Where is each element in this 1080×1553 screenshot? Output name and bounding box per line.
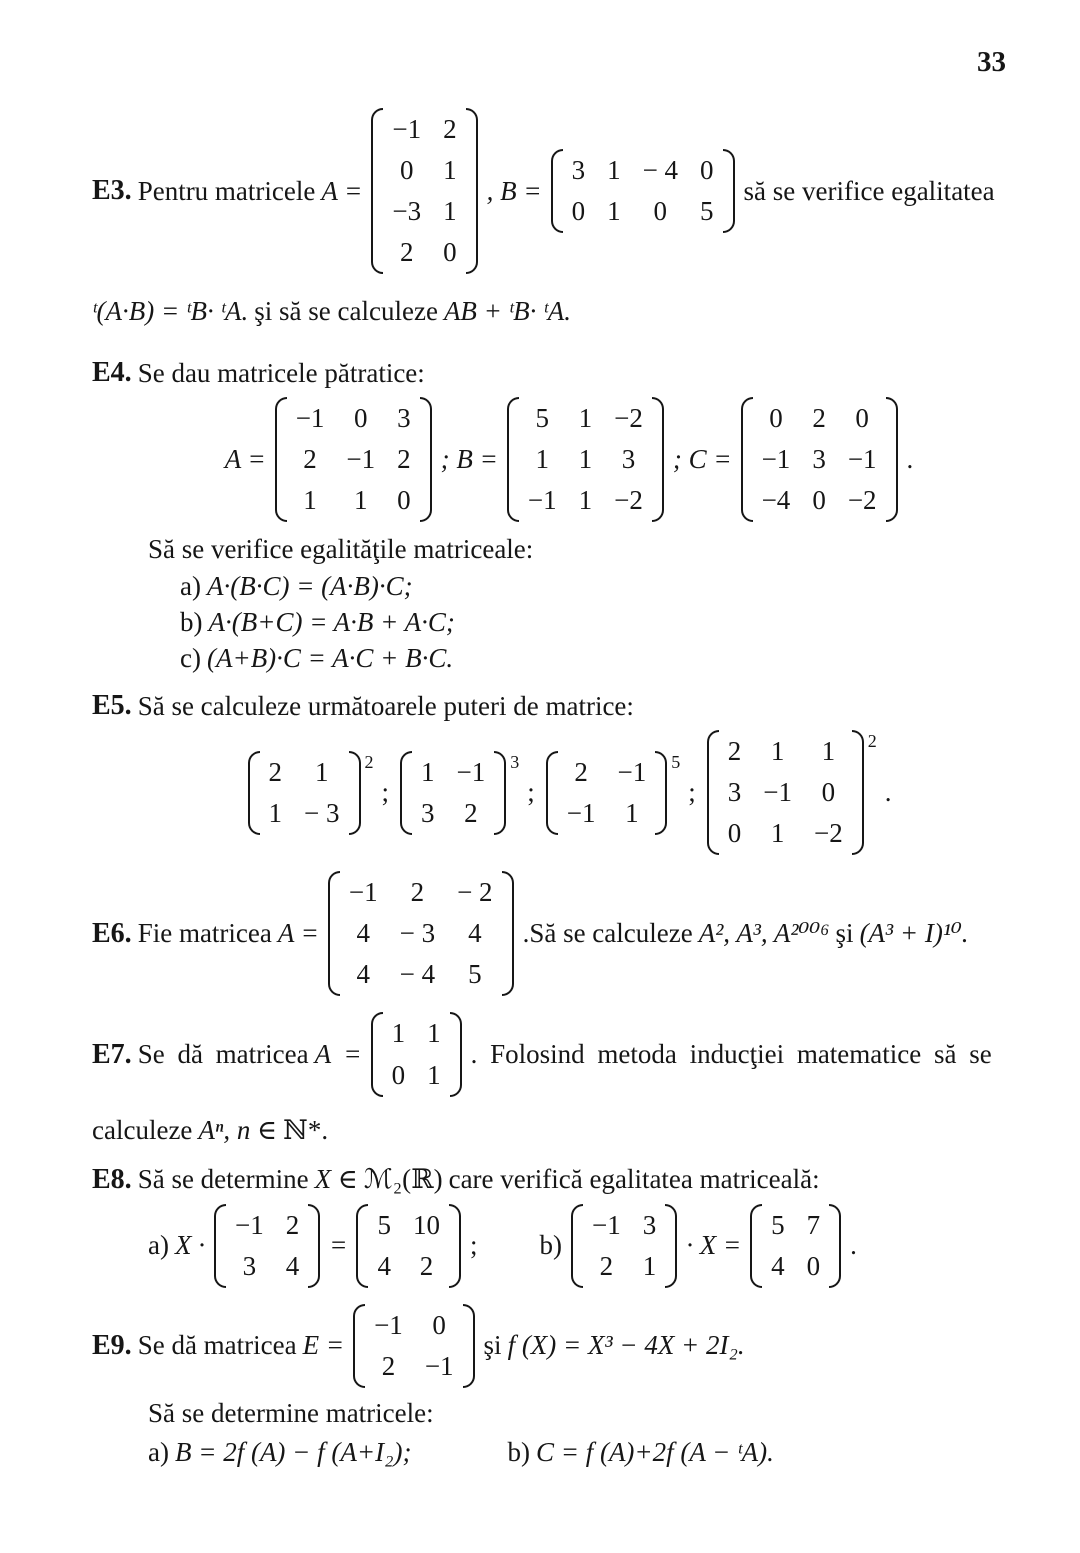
exercise-e4-header — [92, 357, 1046, 389]
e3-matrix-b-lead: , B = — [486, 175, 542, 206]
e5-matrices-row — [92, 728, 1046, 857]
e8-item-a-end: ; — [469, 1230, 478, 1261]
e9-function-math: f (X) = X³ − 4X + 2I₂. — [507, 1330, 745, 1361]
e4-item-b-label: b) — [180, 606, 203, 637]
e5-matrix-1-exponent: 2 — [364, 751, 374, 772]
e4-matrix-a-lead: A = — [224, 444, 266, 475]
e9-matrix-lead: E = — [302, 1330, 345, 1361]
e9-item-a-label: a) — [148, 1436, 169, 1467]
e9-matrix-e: −1 0 2 −1 — [353, 1302, 474, 1390]
e5-power-matrix-1 — [245, 749, 374, 837]
e3-intro-text: Pentru matricele — [137, 175, 316, 206]
exercise-e6-row — [92, 869, 1046, 998]
e4-matrix-c-lead: ; C = — [672, 444, 732, 475]
e4-subtitle — [148, 534, 1046, 565]
e4-item-a-math: A·(B·C) = (A·B)·C; — [206, 571, 413, 602]
exercise-e3-row — [92, 106, 1046, 276]
e5-power-matrix-3 — [543, 749, 680, 837]
e8-item-b — [539, 1202, 856, 1290]
e9-item-a-math: B = 2f (A) − f (A+I₂); — [174, 1436, 412, 1467]
e5-matrix-4-exponent: 2 — [867, 731, 877, 752]
e7-compute-line — [92, 1115, 1046, 1146]
e9-item-b-math: C = f (A)+2f (A − ᵗA). — [535, 1436, 774, 1467]
e9-and-text: şi — [483, 1330, 502, 1361]
e4-label: E4. — [92, 357, 132, 389]
e5-title: Să se calculeze următoarele puteri de matrice: — [137, 690, 634, 721]
e6-powers-math: A², A³, A²⁰⁰⁶ — [698, 918, 830, 949]
e8-label: E8. — [92, 1163, 132, 1195]
exercise-e7-row — [92, 1010, 1046, 1098]
e4-item-a — [180, 569, 1046, 605]
e3-equality-line — [92, 296, 1046, 327]
e8-item-b-end: . — [850, 1230, 857, 1261]
e4-matrix-b-lead: ; B = — [440, 444, 498, 475]
e8-item-a-pre: X · — [174, 1230, 205, 1261]
e4-item-b-math: A·(B+C) = A·B + A·C; — [208, 606, 455, 637]
e4-item-b — [180, 605, 1046, 641]
e5-matrix-2: 1 −1 3 2 — [400, 749, 506, 837]
e5-matrix-1: 2 1 1 − 3 — [248, 749, 361, 837]
exercise-e8-header — [92, 1164, 1046, 1196]
e7-compute-text: calculeze — [92, 1114, 193, 1145]
e3-matrix-a: −1 2 0 1 −3 1 2 0 — [371, 106, 477, 276]
e7-intro-text: Se dă matricea — [137, 1039, 309, 1070]
e8-items-row — [148, 1202, 1046, 1290]
e6-binomial-math: (A³ + I)¹⁰. — [859, 918, 969, 949]
e9-item-b-label: b) — [507, 1436, 530, 1467]
e5-separator-3: ; — [688, 777, 696, 808]
e4-matrix-c: 0 2 0 −1 3 −1 −4 0 −2 — [741, 395, 898, 524]
e6-outro-text: .Să se calculeze — [522, 918, 693, 949]
e4-title: Se dau matricele pătratice: — [137, 357, 425, 388]
e5-matrix-2-exponent: 3 — [510, 751, 520, 772]
e4-subtitle-text: Să se verifice egalităţile matriceale: — [148, 534, 534, 565]
e5-label: E5. — [92, 690, 132, 722]
e8-item-b-matrix-1: −1 3 2 1 — [571, 1202, 677, 1290]
e9-subtitle-text: Să se determine matricele: — [148, 1397, 434, 1428]
e6-matrix-lead: A = — [277, 918, 319, 949]
e7-outro-text: . Folosind metoda inducţiei matematice să se — [470, 1039, 992, 1070]
e7-label: E7. — [92, 1038, 132, 1070]
e8-title-math: X ∈ — [314, 1164, 358, 1195]
e6-matrix-a: −1 2 − 2 4 − 3 4 4 − 4 5 — [328, 869, 514, 998]
e7-matrix-a: 1 1 0 1 — [371, 1010, 462, 1098]
e3-equality-text: şi să se calculeze — [254, 296, 438, 327]
e4-matrices-end: . — [906, 444, 914, 475]
e9-label: E9. — [92, 1329, 132, 1361]
e5-power-matrix-2 — [397, 749, 519, 837]
exercise-e5-header — [92, 690, 1046, 722]
e4-item-c-label: c) — [180, 642, 201, 673]
e7-naturals-symbol: ℕ*. — [283, 1114, 329, 1145]
e6-and-text: şi — [835, 918, 854, 949]
e8-title-text2: care verifică egalitatea matriceală: — [448, 1164, 820, 1195]
e9-item-a — [148, 1437, 411, 1468]
e3-equality-math: ᵗ(A·B) = ᵗB· ᵗA. — [92, 296, 249, 327]
e4-matrix-b: 5 1 −2 1 1 3 −1 1 −2 — [507, 395, 664, 524]
e9-subtitle — [148, 1398, 1046, 1429]
e8-item-a-matrix-1: −1 2 3 4 — [214, 1202, 320, 1290]
e7-matrix-lead: A = — [314, 1039, 362, 1070]
e5-matrix-3: 2 −1 −1 1 — [546, 749, 667, 837]
e8-matrix-space-symbol: ℳ₂(ℝ) — [363, 1164, 443, 1195]
e6-label: E6. — [92, 917, 132, 949]
e4-item-a-label: a) — [180, 571, 201, 602]
e5-matrix-3-exponent: 5 — [671, 751, 681, 772]
e3-outro-text: să se verifice egalitatea — [743, 175, 995, 206]
e8-item-a-matrix-2: 5 10 4 2 — [356, 1202, 461, 1290]
e9-intro-text: Se dă matricea — [137, 1330, 297, 1361]
exercise-e9-row — [92, 1302, 1046, 1390]
e9-items-row — [148, 1437, 1046, 1468]
e5-matrix-4: 2 1 1 3 −1 0 0 1 −2 — [707, 728, 864, 857]
e3-label: E3. — [92, 175, 132, 207]
e4-item-c-math: (A+B)·C = A·C + B·C. — [206, 642, 454, 673]
e3-compute-math: AB + ᵗB· ᵗA. — [443, 296, 571, 327]
page-number: 33 — [977, 46, 1006, 78]
e4-matrix-a: −1 0 3 2 −1 2 1 1 0 — [275, 395, 432, 524]
e8-item-b-label: b) — [539, 1230, 562, 1261]
e9-item-b — [507, 1437, 773, 1468]
e7-power-math: Aⁿ, n ∈ — [198, 1114, 278, 1145]
e4-matrices-row — [92, 395, 1046, 524]
e5-separator-2: ; — [527, 777, 535, 808]
e8-item-b-mid: · X = — [686, 1230, 742, 1261]
e3-matrix-b: 3 1 − 4 0 0 1 0 5 — [551, 147, 735, 235]
e8-item-a-equals: = — [329, 1230, 348, 1261]
e3-matrix-a-lead: A = — [321, 175, 363, 206]
e8-item-a-label: a) — [148, 1230, 169, 1261]
e5-power-matrix-4 — [704, 728, 877, 857]
e6-intro-text: Fie matricea — [137, 918, 272, 949]
e8-item-a — [148, 1202, 477, 1290]
e4-item-c — [180, 641, 1046, 677]
e8-title-text1: Să se determine — [137, 1164, 309, 1195]
e5-separator-1: ; — [381, 777, 390, 808]
e8-item-b-matrix-2: 5 7 4 0 — [750, 1202, 841, 1290]
e5-end-period: . — [884, 777, 892, 808]
